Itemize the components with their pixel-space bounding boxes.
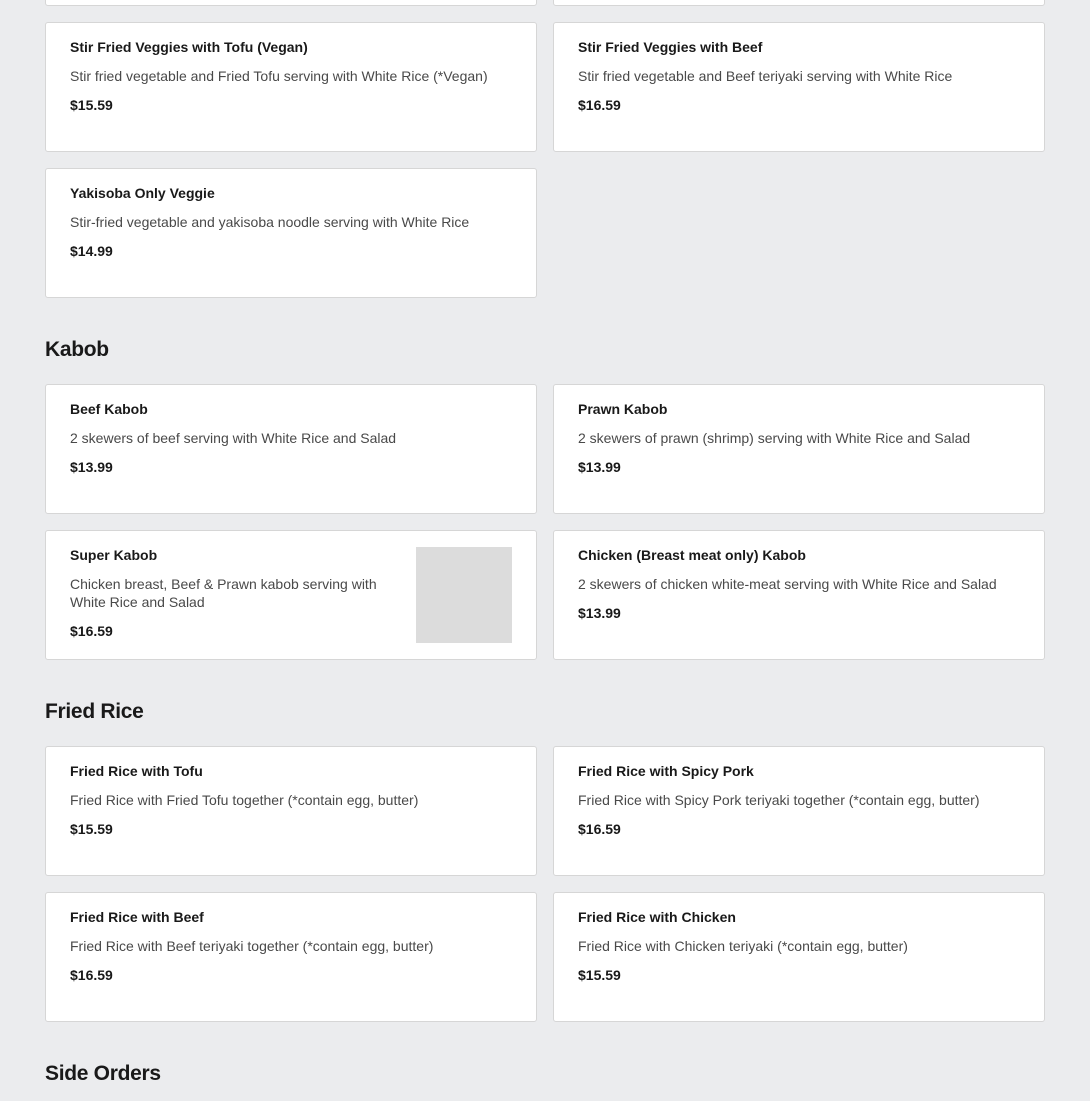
menu-item-price: $15.59 [578,967,621,983]
menu-item-card[interactable] [45,746,537,876]
menu-item-name: Prawn Kabob [578,401,668,417]
menu-item-card[interactable] [553,22,1045,152]
menu-item-card[interactable] [553,892,1045,1022]
menu-item-card-partial[interactable] [553,0,1045,6]
menu-item-name: Super Kabob [70,547,158,563]
menu-item-card[interactable] [553,530,1045,660]
menu-item-description: Fried Rice with Beef teriyaki together (*contain egg, butter) [70,938,434,954]
menu-item-description: 2 skewers of prawn (shrimp) serving with White Rice and Salad [578,430,971,446]
menu-item-price: $13.99 [70,459,113,475]
menu-item-name: Stir Fried Veggies with Tofu (Vegan) [70,39,308,55]
menu-item-price: $16.59 [578,97,621,113]
menu-item-price: $13.99 [578,459,621,475]
menu-item-price: $15.59 [70,97,113,113]
menu-item-price: $16.59 [70,967,113,983]
menu-item-card[interactable] [45,892,537,1022]
menu-item-image-placeholder [416,547,512,643]
menu-item-name: Chicken (Breast meat only) Kabob [578,547,806,563]
menu-item-description: Chicken breast, Beef & Prawn kabob serving with White Rice and Salad [70,576,377,610]
menu-item-card-partial[interactable] [45,0,537,6]
menu-item-description: Stir fried vegetable and Fried Tofu serving with White Rice (*Vegan) [70,68,488,84]
menu-item-price: $13.99 [578,605,621,621]
menu-item-card[interactable] [45,530,537,660]
menu-item-description: Stir fried vegetable and Beef teriyaki serving with White Rice [578,68,953,84]
menu-item-name: Fried Rice with Spicy Pork [578,763,754,779]
section-title-side-orders: Side Orders [45,1062,161,1085]
menu-item-description: Stir-fried vegetable and yakisoba noodle serving with White Rice [70,214,470,230]
menu-item-name: Fried Rice with Chicken [578,909,736,925]
menu-item-card[interactable] [553,384,1045,514]
menu-item-description: Fried Rice with Chicken teriyaki (*contain egg, butter) [578,938,908,954]
menu-item-name: Fried Rice with Tofu [70,763,203,779]
menu-item-card[interactable] [45,168,537,298]
section-title-fried-rice: Fried Rice [45,700,144,723]
menu-item-name: Beef Kabob [70,401,148,417]
menu-item-price: $15.59 [70,821,113,837]
menu-item-price: $14.99 [70,243,113,259]
menu-item-price: $16.59 [578,821,621,837]
menu-item-name: Yakisoba Only Veggie [70,185,215,201]
menu-item-card[interactable] [553,746,1045,876]
menu-item-description: Fried Rice with Spicy Pork teriyaki together (*contain egg, butter) [578,792,980,808]
section-title-kabob: Kabob [45,338,109,361]
menu-item-name: Fried Rice with Beef [70,909,204,925]
menu-item-description: 2 skewers of beef serving with White Rice and Salad [70,430,397,446]
menu-item-description: 2 skewers of chicken white-meat serving with White Rice and Salad [578,576,997,592]
menu-item-description: Fried Rice with Fried Tofu together (*contain egg, butter) [70,792,419,808]
menu-item-price: $16.59 [70,623,113,639]
menu-item-card[interactable] [45,22,537,152]
menu-item-card[interactable] [45,384,537,514]
menu-item-name: Stir Fried Veggies with Beef [578,39,763,55]
